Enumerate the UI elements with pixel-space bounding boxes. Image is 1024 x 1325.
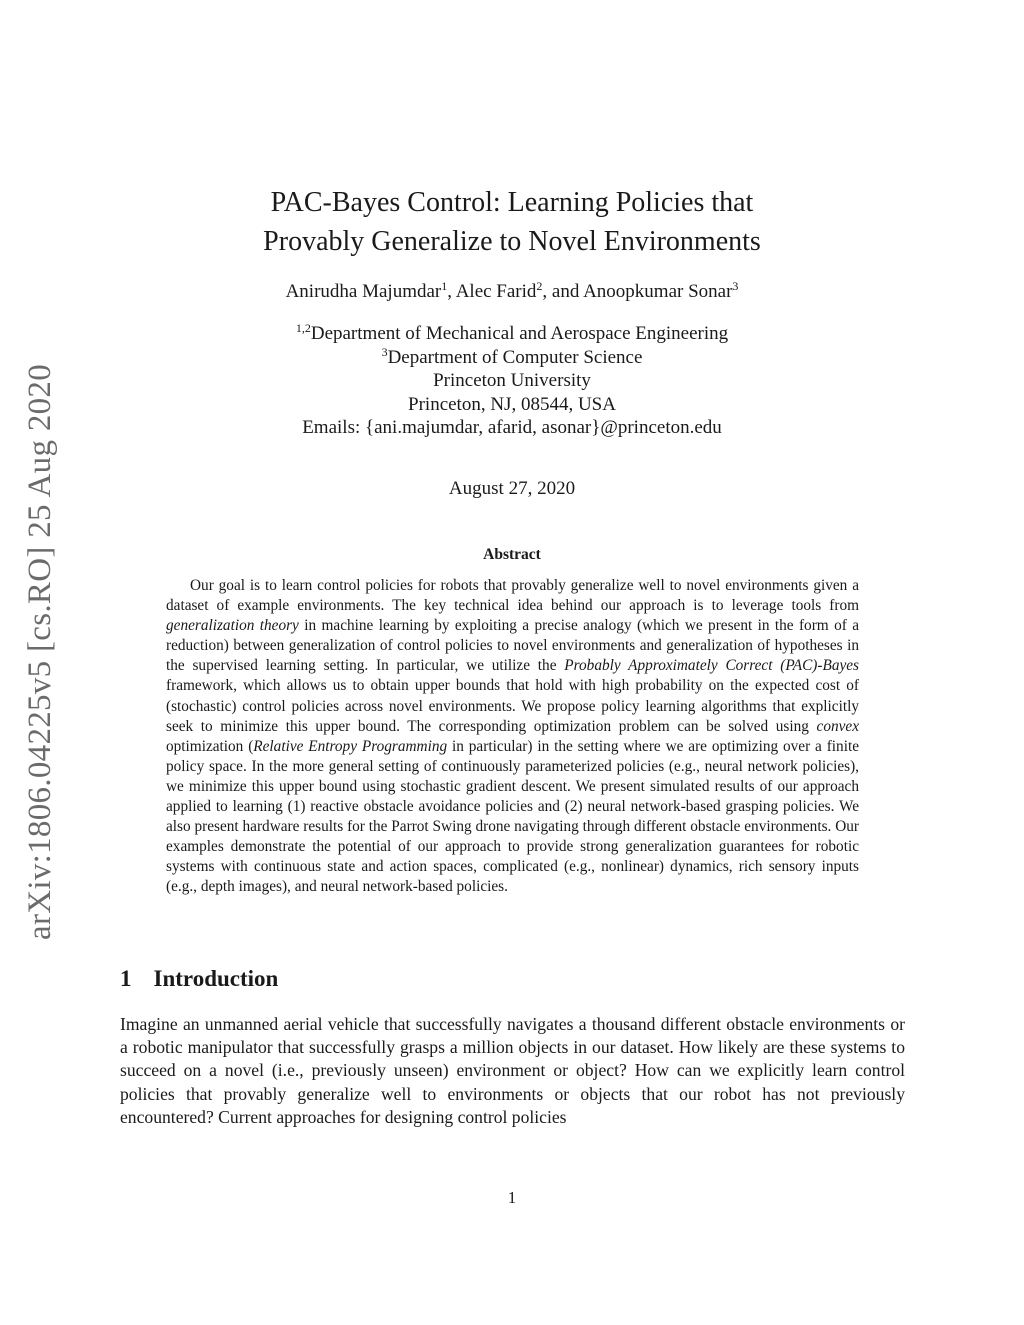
author-3-affiliation: 3 — [732, 279, 739, 293]
affiliation-department-1: $^{1,2}$Department of Mechanical and Aerospace Engineering — [295, 321, 729, 344]
title-line-2: Provably Generalize to Novel Environments — [263, 226, 761, 257]
arxiv-identifier-stamp: arXiv:1806.04225v5 [cs.RO] 25 Aug 2020 — [22, 363, 58, 940]
paper-date: August 27, 2020 — [448, 478, 576, 499]
section-heading-introduction — [120, 966, 278, 992]
author-1: Anirudha Majumdar — [285, 281, 442, 302]
author-emails: Emails: {ani.majumdar, afarid, asonar}@princeton.edu — [302, 417, 722, 438]
affiliations — [200, 322, 824, 440]
abstract-text: Our goal is to learn control policies for robots that provably generalize well to novel environments given a dataset of example environments. The key technical idea behind our approach is to leverage tools from generalization theory in machine learning by exploiting a precise analogy (which we present in the form of a reduction) between generalization of control policies to novel environments and generalization of hypotheses in the supervised learning setting. In particular, we utilize the Probably Approximately Correct (PAC)-Bayes framework, which allows us to obtain upper bounds that hold with high probability on the expected cost of (stochastic) control policies across novel environments. We propose policy learning algorithms that explicitly seek to minimize this upper bound. The corresponding optimization problem can be solved using convex optimization (Relative Entropy Programming in particular) in the setting where we are optimizing over a finite policy space. In the more general setting of continuously parameterized policies (e.g., neural network policies), we minimize this upper bound using stochastic gradient descent. We present simulated results of our approach applied to learning (1) reactive obstacle avoidance policies and (2) neural network-based grasping policies. We also present hardware results for the Parrot Swing drone navigating through different obstacle environments. Our examples demonstrate the potential of our approach to provide strong generalization guarantees for robotic systems with continuous state and action spaces, complicated (e.g., nonlinear) dynamics, rich sensory inputs (e.g., depth images), and neural network-based policies. — [166, 577, 859, 896]
emphasis-pac-bayes: Probably Approximately Correct (PAC)-Bayes — [564, 657, 859, 675]
affiliation-address: Princeton, NJ, 08544, USA — [408, 393, 616, 415]
section-number: 1 — [120, 966, 132, 991]
title-line-1: PAC-Bayes Control: Learning Policies that — [270, 187, 754, 218]
author-separator: , and — [542, 281, 584, 302]
author-2-affiliation: 2 — [536, 279, 543, 293]
author-1-affiliation: 1 — [441, 279, 448, 293]
emphasis-relative-entropy-programming: Relative Entropy Programming — [253, 737, 448, 755]
affiliation-2-marker: 3 — [381, 344, 388, 359]
affiliation-university: Princeton University — [433, 370, 591, 391]
author-3: Anoopkumar Sonar — [583, 281, 733, 302]
emphasis-generalization-theory: generalization theory — [166, 617, 299, 635]
author-separator: , — [447, 281, 456, 302]
author-list — [200, 281, 824, 303]
section-title: Introduction — [153, 966, 279, 991]
emphasis-convex: convex — [816, 717, 859, 735]
author-2: Alec Farid — [455, 281, 537, 302]
page-number: 1 — [507, 1188, 517, 1207]
abstract-heading: Abstract — [483, 546, 541, 563]
affiliation-1-marker: 1,2 — [295, 321, 311, 335]
paper-title — [200, 183, 824, 261]
introduction-paragraph: Imagine an unmanned aerial vehicle that successfully navigates a thousand different obstacle environments or a robotic manipulator that successfully grasps a million objects in our dataset. How likely are these systems to succeed on a novel (i.e., previously unseen) environment or object? How can we explicitly learn control policies that provably generalize well to environments or objects that our robot has not previously encountered? Current approaches for designing control policies — [120, 1014, 905, 1127]
affiliation-department-2: $^3$Department of Computer Science — [381, 344, 643, 368]
